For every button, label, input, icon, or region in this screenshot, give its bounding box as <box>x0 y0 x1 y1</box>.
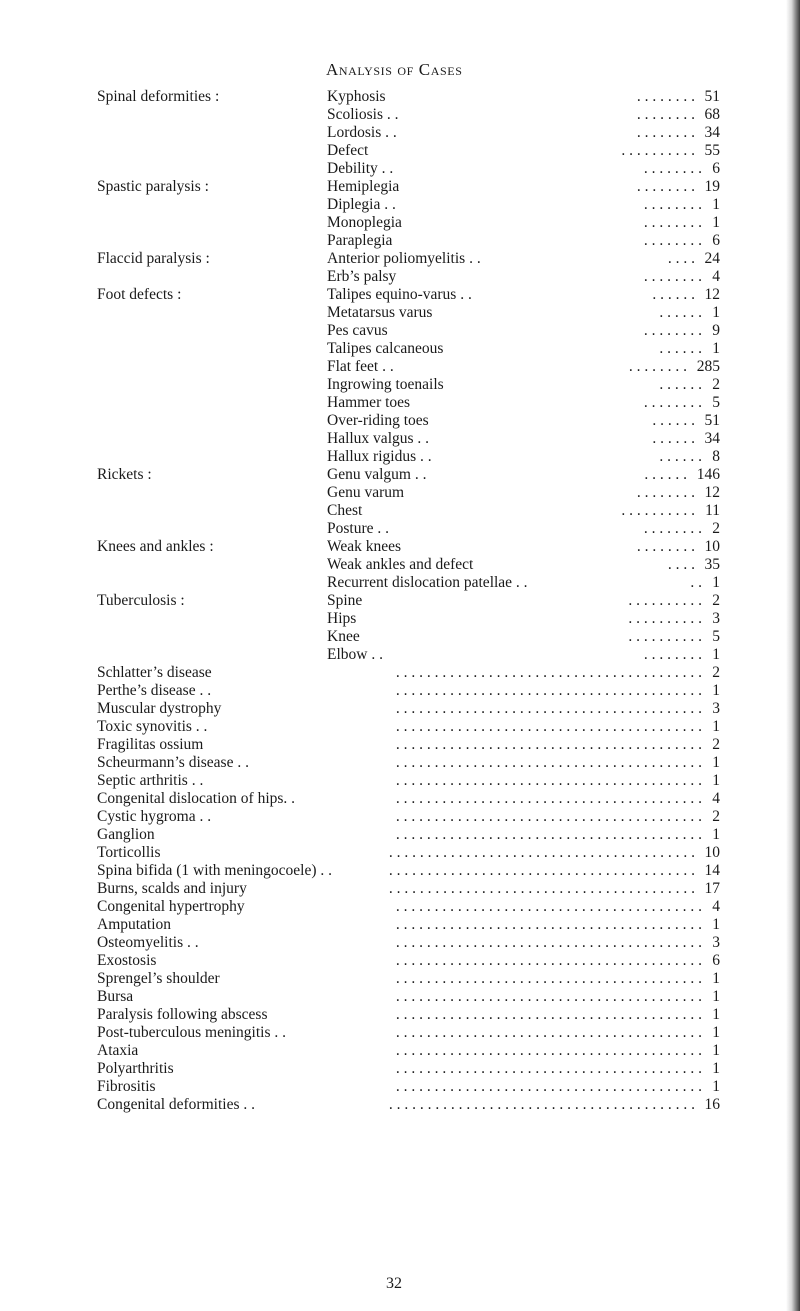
table-row <box>0 808 800 826</box>
condition-label: Septic arthritis . . <box>97 772 204 789</box>
condition-label: Burns, scalds and injury <box>97 880 247 897</box>
dot-leader: . . . . . . . . . . . . . . . . . . . . . . . . . . . . . . . . . . . . . . . . <box>395 700 702 717</box>
case-count: 19 <box>704 178 720 195</box>
case-count: 4 <box>712 268 720 285</box>
dot-leader: . . . . . . . . . . . . . . . . . . . . . . . . . . . . . . . . . . . . . . . . <box>395 952 702 969</box>
dot-leader: . . . . . . . . <box>643 232 702 249</box>
table-row <box>0 988 800 1006</box>
condition-label: Ganglion <box>97 826 155 843</box>
case-count: 51 <box>704 88 720 105</box>
condition-label: Ataxia <box>97 1042 139 1059</box>
table-row <box>0 610 800 628</box>
case-count: 1 <box>712 304 720 321</box>
case-count: 11 <box>705 502 720 519</box>
table-row <box>0 862 800 880</box>
table-row <box>0 448 800 466</box>
condition-label: Anterior poliomyelitis . . <box>327 250 481 267</box>
dot-leader: . . . . <box>667 556 695 573</box>
table-row <box>0 1096 800 1114</box>
table-row <box>0 664 800 682</box>
dot-leader: . . . . . . . . . . . . . . . . . . . . . . . . . . . . . . . . . . . . . . . . <box>395 1024 702 1041</box>
condition-label: Congenital hypertrophy <box>97 898 245 915</box>
page-number: 32 <box>386 1275 402 1292</box>
dot-leader: . . . . . . . . <box>628 358 687 375</box>
dot-leader: . . . . . . . . . . . . . . . . . . . . . . . . . . . . . . . . . . . . . . . . <box>395 736 702 753</box>
case-count: 1 <box>712 916 720 933</box>
dot-leader: . . . . . . . . . . <box>621 142 695 159</box>
dot-leader: . . . . . . . . . . <box>628 610 702 627</box>
dot-leader: . . . . . . <box>652 412 695 429</box>
category-label: Spastic paralysis : <box>97 178 209 195</box>
table-row <box>0 682 800 700</box>
case-count: 12 <box>704 286 720 303</box>
condition-label: Fragilitas ossium <box>97 736 204 753</box>
dot-leader: . . . . . . <box>659 304 702 321</box>
dot-leader: . . . . . . . . <box>643 520 702 537</box>
table-row <box>0 772 800 790</box>
dot-leader: . . . . . . . . . . . . . . . . . . . . . . . . . . . . . . . . . . . . . . . . <box>388 880 695 897</box>
dot-leader: . . . . . . <box>659 448 702 465</box>
condition-label: Paralysis following abscess <box>97 1006 268 1023</box>
condition-label: Debility . . <box>327 160 394 177</box>
dot-leader: . . . . . . . . . . . . . . . . . . . . . . . . . . . . . . . . . . . . . . . . <box>395 1042 702 1059</box>
table-row <box>0 646 800 664</box>
dot-leader: . . . . . . . . . . <box>628 628 702 645</box>
dot-leader: . . . . . . . . . . . . . . . . . . . . . . . . . . . . . . . . . . . . . . . . <box>395 682 702 699</box>
table-row <box>0 538 800 556</box>
condition-label: Hallux valgus . . <box>327 430 430 447</box>
case-count: 10 <box>704 844 720 861</box>
table-row <box>0 502 800 520</box>
dot-leader: . . . . . . . . . . . . . . . . . . . . . . . . . . . . . . . . . . . . . . . . <box>395 790 702 807</box>
case-count: 10 <box>704 538 720 555</box>
table-row <box>0 268 800 286</box>
condition-label: Over-riding toes <box>327 412 429 429</box>
table-row <box>0 592 800 610</box>
condition-label: Amputation <box>97 916 172 933</box>
table-row <box>0 1006 800 1024</box>
case-count: 1 <box>712 1006 720 1023</box>
dot-leader: . . . . . . . . <box>643 394 702 411</box>
condition-label: Hallux rigidus . . <box>327 448 432 465</box>
dot-leader: . . . . . . <box>644 466 687 483</box>
dot-leader: . . . . . . . . <box>636 178 695 195</box>
dot-leader: . . . . . . . . . . . . . . . . . . . . . . . . . . . . . . . . . . . . . . . . <box>388 844 695 861</box>
condition-label: Toxic synovitis . . <box>97 718 208 735</box>
case-count: 51 <box>704 412 720 429</box>
condition-label: Chest <box>327 502 363 519</box>
case-count: 68 <box>704 106 720 123</box>
dot-leader: . . . . . . . . . . . . . . . . . . . . . . . . . . . . . . . . . . . . . . . . <box>395 772 702 789</box>
case-count: 9 <box>712 322 720 339</box>
dot-leader: . . . . . . <box>652 286 695 303</box>
condition-label: Talipes calcaneous <box>327 340 444 357</box>
case-count: 1 <box>712 196 720 213</box>
case-count: 34 <box>704 124 720 141</box>
dot-leader: . . . . . . . . <box>636 484 695 501</box>
dot-leader: . . . . . . . . . . . . . . . . . . . . . . . . . . . . . . . . . . . . . . . . <box>395 664 702 681</box>
dot-leader: . . <box>690 574 702 591</box>
category-label: Foot defects : <box>97 286 182 303</box>
condition-label: Congenital deformities . . <box>97 1096 255 1113</box>
condition-label: Ingrowing toenails <box>327 376 444 393</box>
dot-leader: . . . . . . . . . . . . . . . . . . . . . . . . . . . . . . . . . . . . . . . . <box>395 916 702 933</box>
case-count: 2 <box>712 664 720 681</box>
dot-leader: . . . . . . . . . . . . . . . . . . . . . . . . . . . . . . . . . . . . . . . . <box>395 754 702 771</box>
cases-table <box>0 88 800 1114</box>
case-count: 12 <box>704 484 720 501</box>
condition-label: Muscular dystrophy <box>97 700 222 717</box>
dot-leader: . . . . . . . . . . . . . . . . . . . . . . . . . . . . . . . . . . . . . . . . <box>395 970 702 987</box>
condition-label: Hips <box>327 610 357 627</box>
case-count: 35 <box>704 556 720 573</box>
condition-label: Monoplegia <box>327 214 402 231</box>
table-row <box>0 304 800 322</box>
table-row <box>0 1042 800 1060</box>
condition-label: Posture . . <box>327 520 389 537</box>
condition-label: Recurrent dislocation patellae . . <box>327 574 528 591</box>
condition-label: Perthe’s disease . . <box>97 682 212 699</box>
table-row <box>0 88 800 106</box>
dot-leader: . . . . . . . . <box>643 160 702 177</box>
condition-label: Scoliosis . . <box>327 106 399 123</box>
condition-label: Flat feet . . <box>327 358 394 375</box>
condition-label: Spine <box>327 592 363 609</box>
case-count: 5 <box>712 628 720 645</box>
table-row <box>0 1060 800 1078</box>
condition-label: Kyphosis <box>327 88 386 105</box>
table-row <box>0 106 800 124</box>
dot-leader: . . . . . . <box>659 376 702 393</box>
condition-label: Paraplegia <box>327 232 393 249</box>
table-row <box>0 214 800 232</box>
condition-label: Schlatter’s disease <box>97 664 212 681</box>
case-count: 1 <box>712 1078 720 1095</box>
case-count: 2 <box>712 808 720 825</box>
scan-edge-shadow <box>786 0 800 1311</box>
table-row <box>0 574 800 592</box>
condition-label: Post-tuberculous meningitis . . <box>97 1024 287 1041</box>
table-row <box>0 394 800 412</box>
dot-leader: . . . . . . <box>652 430 695 447</box>
table-row <box>0 250 800 268</box>
condition-label: Genu valgum . . <box>327 466 427 483</box>
table-row <box>0 1078 800 1096</box>
case-count: 3 <box>712 610 720 627</box>
case-count: 1 <box>712 682 720 699</box>
table-row <box>0 790 800 808</box>
dot-leader: . . . . . . . . . . . . . . . . . . . . . . . . . . . . . . . . . . . . . . . . <box>395 934 702 951</box>
dot-leader: . . . . . . . . . . <box>621 502 695 519</box>
table-row <box>0 430 800 448</box>
table-row <box>0 898 800 916</box>
condition-label: Defect <box>327 142 369 159</box>
condition-label: Congenital dislocation of hips. . <box>97 790 296 807</box>
table-row <box>0 322 800 340</box>
case-count: 1 <box>712 718 720 735</box>
condition-label: Sprengel’s shoulder <box>97 970 220 987</box>
case-count: 4 <box>712 790 720 807</box>
dot-leader: . . . . . . . . <box>636 88 695 105</box>
dot-leader: . . . . . . . . . . . . . . . . . . . . . . . . . . . . . . . . . . . . . . . . <box>395 988 702 1005</box>
category-label: Rickets : <box>97 466 152 483</box>
table-row <box>0 934 800 952</box>
case-count: 1 <box>712 1042 720 1059</box>
dot-leader: . . . . <box>667 250 695 267</box>
table-row <box>0 754 800 772</box>
table-row <box>0 124 800 142</box>
dot-leader: . . . . . . . . . . . . . . . . . . . . . . . . . . . . . . . . . . . . . . . . <box>395 1060 702 1077</box>
condition-label: Polyarthritis <box>97 1060 174 1077</box>
table-row <box>0 340 800 358</box>
case-count: 1 <box>712 1024 720 1041</box>
dot-leader: . . . . . . . . . . . . . . . . . . . . . . . . . . . . . . . . . . . . . . . . <box>388 862 695 879</box>
case-count: 1 <box>712 214 720 231</box>
table-row <box>0 178 800 196</box>
condition-label: Diplegia . . <box>327 196 396 213</box>
table-row <box>0 556 800 574</box>
condition-label: Elbow . . <box>327 646 383 663</box>
table-row <box>0 520 800 538</box>
case-count: 1 <box>712 1060 720 1077</box>
case-count: 1 <box>712 772 720 789</box>
table-row <box>0 196 800 214</box>
dot-leader: . . . . . . . . . . . . . . . . . . . . . . . . . . . . . . . . . . . . . . . . <box>395 718 702 735</box>
case-count: 1 <box>712 970 720 987</box>
dot-leader: . . . . . . . . . . . . . . . . . . . . . . . . . . . . . . . . . . . . . . . . <box>395 1078 702 1095</box>
table-row <box>0 952 800 970</box>
dot-leader: . . . . . . . . . . <box>628 592 702 609</box>
case-count: 1 <box>712 646 720 663</box>
case-count: 5 <box>712 394 720 411</box>
dot-leader: . . . . . . . . . . . . . . . . . . . . . . . . . . . . . . . . . . . . . . . . <box>395 808 702 825</box>
table-row <box>0 286 800 304</box>
page-title: Analysis of Cases <box>326 60 463 79</box>
case-count: 34 <box>704 430 720 447</box>
case-count: 1 <box>712 754 720 771</box>
case-count: 2 <box>712 736 720 753</box>
dot-leader: . . . . . . . . <box>636 106 695 123</box>
category-label: Spinal deformities : <box>97 88 220 105</box>
table-row <box>0 376 800 394</box>
condition-label: Torticollis <box>97 844 161 861</box>
condition-label: Scheurmann’s disease . . <box>97 754 249 771</box>
case-count: 3 <box>712 700 720 717</box>
condition-label: Weak knees <box>327 538 402 555</box>
condition-label: Metatarsus varus <box>327 304 433 321</box>
table-row <box>0 466 800 484</box>
condition-label: Lordosis . . <box>327 124 397 141</box>
dot-leader: . . . . . . . . . . . . . . . . . . . . . . . . . . . . . . . . . . . . . . . . <box>395 1006 702 1023</box>
condition-label: Talipes equino-varus . . <box>327 286 472 303</box>
condition-label: Hammer toes <box>327 394 411 411</box>
condition-label: Exostosis <box>97 952 157 969</box>
table-row <box>0 970 800 988</box>
category-label: Knees and ankles : <box>97 538 214 555</box>
dot-leader: . . . . . . . . <box>643 322 702 339</box>
table-row <box>0 412 800 430</box>
case-count: 1 <box>712 574 720 591</box>
table-row <box>0 142 800 160</box>
dot-leader: . . . . . . . . <box>643 646 702 663</box>
case-count: 4 <box>712 898 720 915</box>
case-count: 1 <box>712 988 720 1005</box>
case-count: 6 <box>712 160 720 177</box>
table-row <box>0 628 800 646</box>
case-count: 2 <box>712 592 720 609</box>
condition-label: Genu varum <box>327 484 405 501</box>
dot-leader: . . . . . . . . . . . . . . . . . . . . . . . . . . . . . . . . . . . . . . . . <box>388 1096 695 1113</box>
dot-leader: . . . . . . . . <box>636 124 695 141</box>
category-label: Tuberculosis : <box>97 592 185 609</box>
table-row <box>0 1024 800 1042</box>
condition-label: Erb’s palsy <box>327 268 397 285</box>
table-row <box>0 700 800 718</box>
condition-label: Knee <box>327 628 360 645</box>
case-count: 55 <box>704 142 720 159</box>
case-count: 6 <box>712 952 720 969</box>
case-count: 6 <box>712 232 720 249</box>
case-count: 1 <box>712 340 720 357</box>
table-row <box>0 232 800 250</box>
table-row <box>0 358 800 376</box>
condition-label: Osteomyelitis . . <box>97 934 199 951</box>
dot-leader: . . . . . . . . <box>636 538 695 555</box>
condition-label: Fibrositis <box>97 1078 156 1095</box>
table-row <box>0 916 800 934</box>
condition-label: Hemiplegia <box>327 178 400 195</box>
case-count: 285 <box>696 358 720 375</box>
condition-label: Cystic hygroma . . <box>97 808 212 825</box>
case-count: 2 <box>712 520 720 537</box>
dot-leader: . . . . . . <box>659 340 702 357</box>
table-row <box>0 844 800 862</box>
table-row <box>0 736 800 754</box>
table-row <box>0 880 800 898</box>
table-row <box>0 160 800 178</box>
condition-label: Pes cavus <box>327 322 388 339</box>
table-row <box>0 718 800 736</box>
dot-leader: . . . . . . . . <box>643 268 702 285</box>
case-count: 16 <box>704 1096 720 1113</box>
case-count: 1 <box>712 826 720 843</box>
case-count: 146 <box>696 466 720 483</box>
case-count: 2 <box>712 376 720 393</box>
dot-leader: . . . . . . . . . . . . . . . . . . . . . . . . . . . . . . . . . . . . . . . . <box>395 826 702 843</box>
case-count: 14 <box>704 862 720 879</box>
dot-leader: . . . . . . . . <box>643 214 702 231</box>
case-count: 3 <box>712 934 720 951</box>
case-count: 8 <box>712 448 720 465</box>
case-count: 24 <box>704 250 720 267</box>
table-row <box>0 484 800 502</box>
dot-leader: . . . . . . . . . . . . . . . . . . . . . . . . . . . . . . . . . . . . . . . . <box>395 898 702 915</box>
condition-label: Weak ankles and defect <box>327 556 474 573</box>
dot-leader: . . . . . . . . <box>643 196 702 213</box>
condition-label: Bursa <box>97 988 134 1005</box>
case-count: 17 <box>704 880 720 897</box>
condition-label: Spina bifida (1 with meningocoele) . . <box>97 862 333 879</box>
category-label: Flaccid paralysis : <box>97 250 210 267</box>
table-row <box>0 826 800 844</box>
